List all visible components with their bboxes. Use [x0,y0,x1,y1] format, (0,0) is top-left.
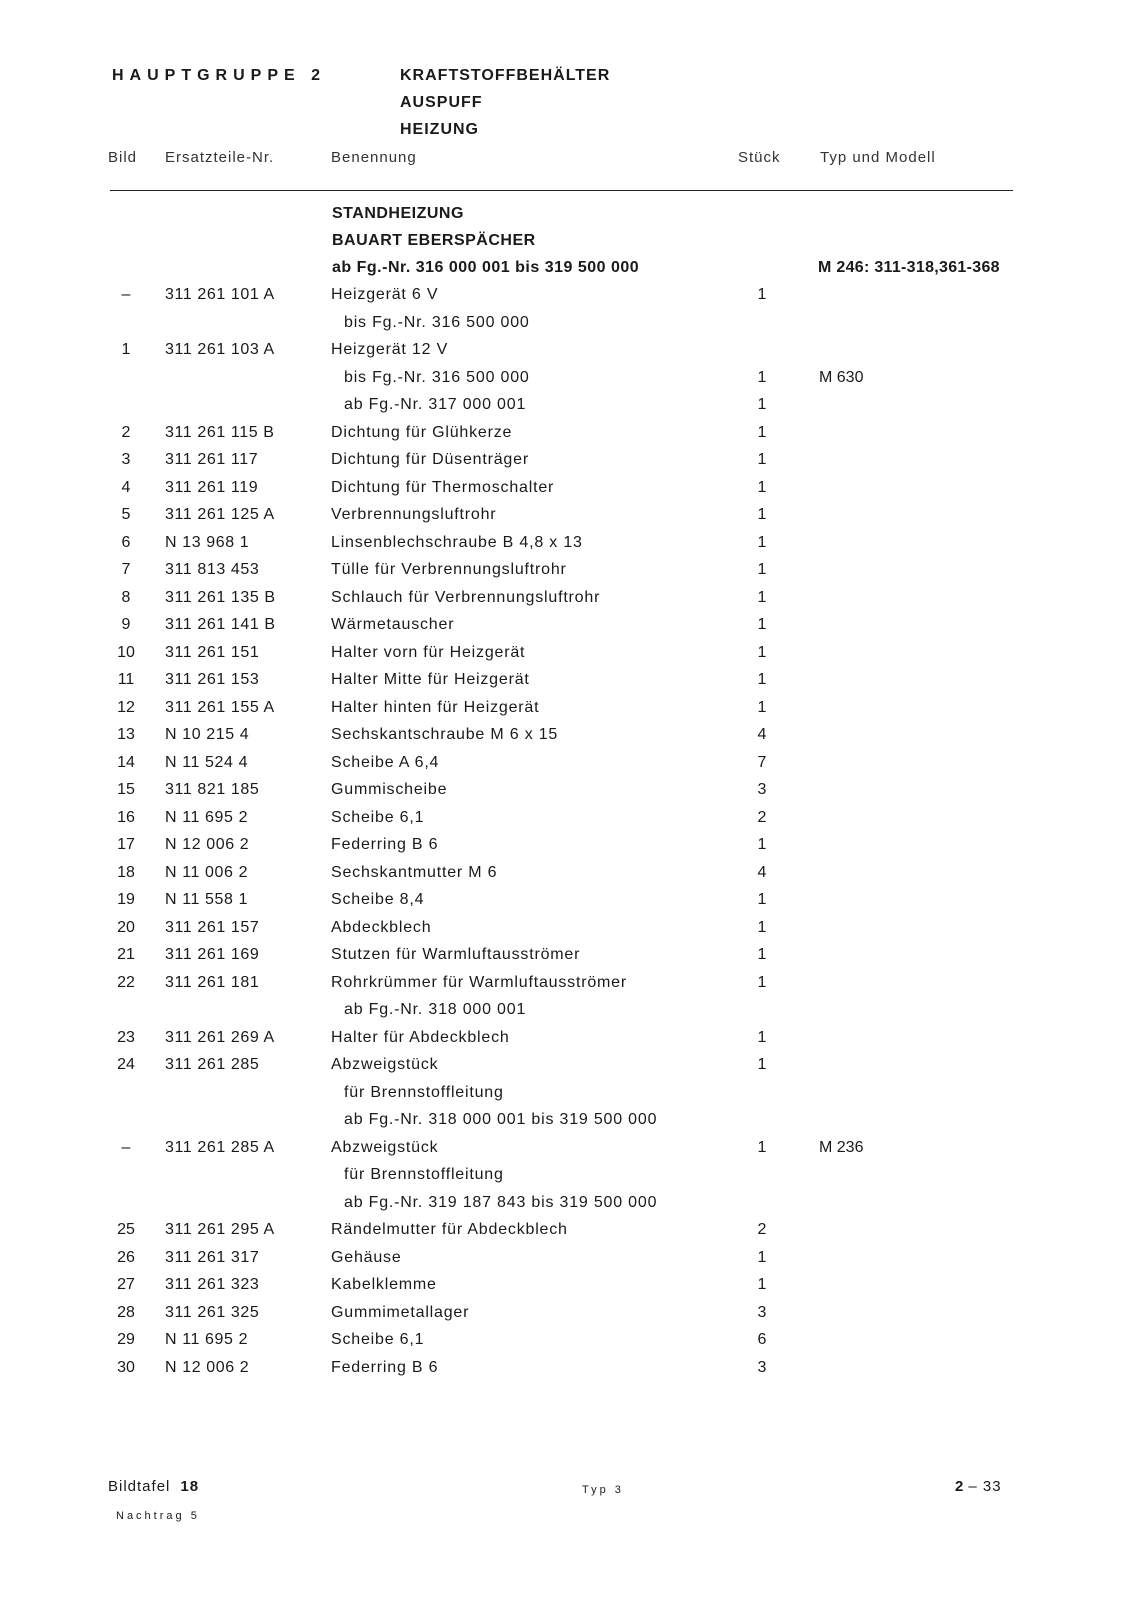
part-model-cell: M 630 [819,368,864,386]
part-quantity-cell: 1 [757,643,767,661]
part-name-cell: Rohrkrümmer für Warmluftausströmer [331,973,627,991]
part-name-cell: Scheibe 8,4 [331,891,425,908]
typ-label: Typ 3 [582,1484,624,1496]
part-number-cell: 311 261 157 [165,918,260,936]
part-name-cell: Scheibe 6,1 [331,1331,425,1348]
table-row [0,699,1137,727]
part-bild-cell: 14 [117,753,135,771]
table-row [0,754,1137,782]
part-name-cell: ab Fg.-Nr. 317 000 001 [344,396,527,413]
part-name-cell: Verbrennungsluftrohr [331,506,497,523]
part-number-cell: N 11 006 2 [165,863,249,881]
part-model-cell: M 236 [819,1138,864,1156]
part-bild-cell: 26 [117,1248,135,1266]
bildtafel-number: 18 [180,1478,200,1495]
part-name-cell: Abzweigstück [331,1138,439,1156]
part-number-cell: 311 821 185 [165,781,260,798]
part-number-cell: 311 261 115 B [165,423,275,441]
column-header-benennung: Benennung [331,149,417,166]
part-quantity-cell: 2 [757,1221,767,1238]
table-row [0,644,1137,672]
part-name-cell: bis Fg.-Nr. 316 500 000 [344,313,530,331]
part-name-cell: Gehäuse [331,1248,402,1266]
part-name-cell: ab Fg.-Nr. 318 000 001 [344,1001,527,1018]
part-number-cell: N 12 006 2 [165,836,250,853]
part-quantity-cell: 1 [757,396,767,413]
column-header-bild: Bild [108,149,138,166]
table-row [0,1139,1137,1167]
part-name-cell: Heizgerät 12 V [331,341,449,358]
part-name-cell: Halter hinten für Heizgerät [331,698,540,716]
table-row [0,809,1137,837]
part-name-cell: für Brennstoffleitung [344,1083,504,1101]
part-number-cell: 311 261 101 A [165,286,275,303]
table-row [0,1001,1137,1029]
table-row [0,286,1137,314]
table-row [0,781,1137,809]
table-row [0,616,1137,644]
part-name-cell: bis Fg.-Nr. 316 500 000 [344,368,530,386]
page-number [955,1478,1002,1495]
column-header-typ: Typ und Modell [820,149,936,166]
table-row [0,451,1137,479]
part-bild-cell: 17 [117,836,135,853]
table-row [0,314,1137,342]
part-name-cell: Sechskantmutter M 6 [331,863,498,881]
nachtrag-label: Nachtrag 5 [116,1510,200,1522]
table-row [0,726,1137,754]
part-name-cell: Federring B 6 [331,1358,439,1376]
part-quantity-cell: 1 [757,616,767,633]
table-row [0,1056,1137,1084]
part-bild-cell: 20 [117,918,135,936]
part-bild-cell: 21 [117,946,135,963]
part-name-cell: Abzweigstück [331,1056,439,1073]
part-bild-cell: 8 [121,588,131,606]
table-row [0,919,1137,947]
table-row [0,671,1137,699]
part-name-cell: für Brennstoffleitung [344,1166,504,1183]
table-row [0,589,1137,617]
part-bild-cell: 23 [117,1028,135,1046]
part-number-cell: 311 261 135 B [165,588,276,606]
part-quantity-cell: 1 [757,588,767,606]
part-quantity-cell: 3 [757,1303,767,1321]
part-name-cell: Abdeckblech [331,918,432,936]
parts-table [0,286,1137,1386]
part-number-cell: 311 261 325 [165,1303,260,1321]
part-quantity-cell: 3 [757,1358,767,1376]
part-name-cell: Sechskantschraube M 6 x 15 [331,726,559,743]
part-quantity-cell: 1 [757,451,767,468]
part-quantity-cell: 1 [757,1276,767,1293]
part-quantity-cell: 1 [757,1248,767,1266]
header-rule [110,190,1013,191]
part-number-cell: 311 261 269 A [165,1028,275,1046]
part-bild-cell: 7 [121,561,131,578]
part-name-cell: ab Fg.-Nr. 318 000 001 bis 319 500 000 [344,1111,658,1128]
part-name-cell: Dichtung für Thermoschalter [331,478,555,496]
part-bild-cell: 4 [121,478,131,496]
table-row [0,1084,1137,1112]
part-number-cell: 311 261 125 A [165,506,275,523]
part-number-cell: 311 261 103 A [165,341,275,358]
part-name-cell: Halter für Abdeckblech [331,1028,510,1046]
table-row [0,1359,1137,1387]
part-bild-cell: – [121,1138,131,1156]
table-row [0,974,1137,1002]
part-bild-cell: 11 [117,671,135,688]
part-quantity-cell: 1 [757,891,767,908]
table-row [0,1331,1137,1359]
part-quantity-cell: 6 [757,1331,767,1348]
table-row [0,369,1137,397]
part-bild-cell: 22 [117,973,135,991]
part-bild-cell: 27 [117,1276,135,1293]
part-quantity-cell: 1 [757,1028,767,1046]
table-row [0,1221,1137,1249]
part-quantity-cell: 1 [757,836,767,853]
part-bild-cell: 5 [121,506,131,523]
table-row [0,424,1137,452]
part-quantity-cell: 1 [757,561,767,578]
part-name-cell: Heizgerät 6 V [331,286,439,303]
part-bild-cell: 1 [121,341,131,358]
part-quantity-cell: 1 [757,506,767,523]
part-number-cell: N 11 695 2 [165,1331,249,1348]
bildtafel-text: Bildtafel [108,1478,171,1495]
part-bild-cell: 9 [121,616,131,633]
part-name-cell: Kabelklemme [331,1276,437,1293]
table-row [0,479,1137,507]
part-number-cell: N 12 006 2 [165,1358,250,1376]
part-number-cell: N 11 524 4 [165,753,249,771]
table-row [0,1194,1137,1222]
part-bild-cell: 28 [117,1303,135,1321]
part-number-cell: N 10 215 4 [165,726,250,743]
part-name-cell: Tülle für Verbrennungsluftrohr [331,561,567,578]
section-model: M 246: 311-318,361-368 [818,259,1000,276]
part-name-cell: Rändelmutter für Abdeckblech [331,1221,568,1238]
part-bild-cell: 25 [117,1221,135,1238]
part-name-cell: Scheibe A 6,4 [331,753,440,771]
part-name-cell: Gummischeibe [331,781,448,798]
part-bild-cell: 29 [117,1331,135,1348]
table-row [0,506,1137,534]
part-bild-cell: 19 [117,891,135,908]
part-name-cell: Federring B 6 [331,836,439,853]
part-number-cell: 311 261 151 [165,643,260,661]
part-name-cell: Stutzen für Warmluftausströmer [331,946,581,963]
part-number-cell: 311 261 117 [165,451,259,468]
page-group: 2 [955,1478,965,1495]
part-bild-cell: 10 [117,643,135,661]
part-quantity-cell: 1 [757,973,767,991]
part-number-cell: 311 261 323 [165,1276,260,1293]
part-name-cell: Halter Mitte für Heizgerät [331,671,530,688]
table-row [0,341,1137,369]
part-bild-cell: 12 [117,698,135,716]
part-number-cell: N 13 968 1 [165,533,250,551]
part-bild-cell: 13 [117,726,135,743]
part-quantity-cell: 2 [757,808,767,826]
part-quantity-cell: 1 [757,946,767,963]
section-title-bauart: BAUART EBERSPÄCHER [332,232,536,249]
part-quantity-cell: 4 [757,863,767,881]
part-quantity-cell: 1 [757,918,767,936]
part-number-cell: 311 813 453 [165,561,260,578]
part-number-cell: 311 261 155 A [165,698,275,716]
page-number-value: – 33 [968,1478,1002,1495]
table-row [0,1249,1137,1277]
part-name-cell: Scheibe 6,1 [331,808,425,826]
part-bild-cell: 15 [117,781,135,798]
table-row [0,1166,1137,1194]
hauptgruppe-label: HAUPTGRUPPE 2 [112,67,327,84]
part-name-cell: Linsenblechschraube B 4,8 x 13 [331,533,583,551]
table-row [0,396,1137,424]
part-number-cell: 311 261 153 [165,671,260,688]
part-quantity-cell: 1 [757,671,767,688]
part-bild-cell: 3 [121,451,131,468]
part-name-cell: ab Fg.-Nr. 319 187 843 bis 319 500 000 [344,1193,658,1211]
part-bild-cell: 30 [117,1358,135,1376]
part-quantity-cell: 1 [757,1056,767,1073]
part-name-cell: Dichtung für Glühkerze [331,423,513,441]
group-title-3: HEIZUNG [400,121,479,138]
part-number-cell: 311 261 169 [165,946,260,963]
part-name-cell: Halter vorn für Heizgerät [331,643,526,661]
part-quantity-cell: 1 [757,533,767,551]
part-quantity-cell: 1 [757,478,767,496]
part-number-cell: 311 261 317 [165,1248,260,1266]
part-quantity-cell: 7 [757,753,767,771]
part-name-cell: Schlauch für Verbrennungsluftrohr [331,588,601,606]
table-row [0,864,1137,892]
part-name-cell: Dichtung für Düsenträger [331,451,529,468]
part-number-cell: 311 261 141 B [165,616,276,633]
table-row [0,1111,1137,1139]
part-number-cell: 311 261 119 [165,478,259,496]
part-bild-cell: – [121,286,131,303]
table-row [0,946,1137,974]
part-bild-cell: 16 [117,808,135,826]
part-bild-cell: 6 [121,533,131,551]
table-row [0,1276,1137,1304]
part-number-cell: 311 261 181 [165,973,260,991]
part-number-cell: 311 261 285 A [165,1138,275,1156]
part-name-cell: Gummimetallager [331,1303,470,1321]
part-name-cell: Wärmetauscher [331,616,455,633]
part-bild-cell: 24 [117,1056,135,1073]
table-row [0,534,1137,562]
part-quantity-cell: 1 [757,1138,767,1156]
part-bild-cell: 2 [121,423,131,441]
column-header-stueck: Stück [738,149,781,166]
table-row [0,561,1137,589]
part-quantity-cell: 1 [757,286,767,303]
table-row [0,836,1137,864]
part-quantity-cell: 1 [757,368,767,386]
part-quantity-cell: 1 [757,698,767,716]
part-quantity-cell: 4 [757,726,767,743]
table-row [0,1304,1137,1332]
part-quantity-cell: 3 [757,781,767,798]
part-bild-cell: 18 [117,863,135,881]
part-number-cell: 311 261 285 [165,1056,260,1073]
column-header-ersatzteile: Ersatzteile-Nr. [165,149,275,166]
group-title-2: AUSPUFF [400,94,483,111]
part-number-cell: N 11 695 2 [165,808,249,826]
section-title-standheizung: STANDHEIZUNG [332,205,464,222]
part-quantity-cell: 1 [757,423,767,441]
bildtafel-label [108,1478,199,1495]
section-title-range: ab Fg.-Nr. 316 000 001 bis 319 500 000 [332,259,640,276]
table-row [0,891,1137,919]
part-number-cell: N 11 558 1 [165,891,249,908]
group-title-1: KRAFTSTOFFBEHÄLTER [400,67,611,84]
table-row [0,1029,1137,1057]
part-number-cell: 311 261 295 A [165,1221,275,1238]
